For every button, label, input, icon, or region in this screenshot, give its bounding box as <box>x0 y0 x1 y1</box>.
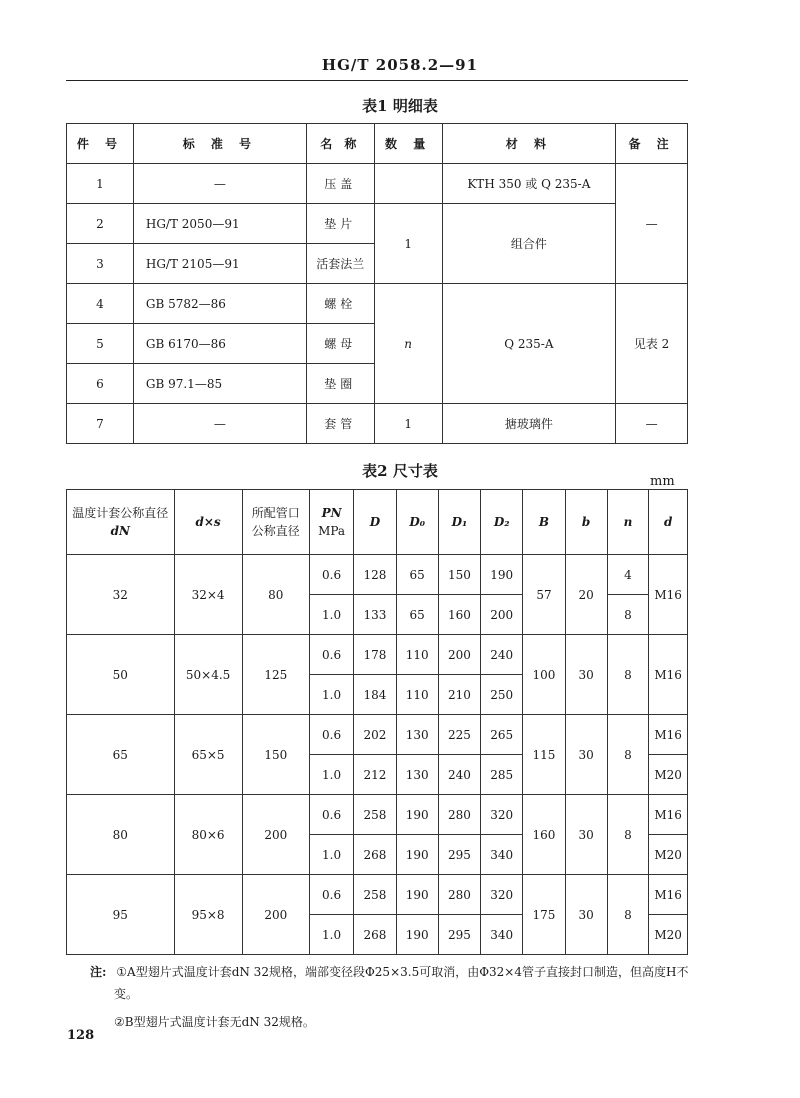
header-pipe <box>242 490 309 555</box>
D0-value: 110 <box>396 635 438 675</box>
header-D: D <box>354 490 396 555</box>
part-no: 1 <box>67 164 134 204</box>
D0-value: 65 <box>396 555 438 595</box>
table-row <box>67 204 688 244</box>
part-no: 5 <box>67 324 134 364</box>
D0-value: 65 <box>396 595 438 635</box>
b-value: 30 <box>565 875 607 955</box>
table1-header: 件 号 <box>67 124 134 164</box>
table1-header: 名 称 <box>306 124 374 164</box>
header-dn <box>67 490 175 555</box>
unit-label: mm <box>650 474 675 489</box>
dimension-table <box>66 489 688 955</box>
header-D0: D₀ <box>396 490 438 555</box>
part-no: 7 <box>67 404 134 444</box>
note-1 <box>90 961 700 983</box>
D2-value: 200 <box>481 595 523 635</box>
header-pn-symbol: PN <box>321 506 342 520</box>
dxs-value: 32×4 <box>174 555 242 635</box>
D1-value: 200 <box>438 635 480 675</box>
header-pipe-line1: 所配管口 <box>251 506 300 520</box>
D-value: 212 <box>354 755 396 795</box>
pn-value: 0.6 <box>309 715 353 755</box>
pipe-value: 200 <box>242 875 309 955</box>
n-value: 8 <box>607 595 649 635</box>
dn-value: 32 <box>67 555 175 635</box>
d-value: M16 <box>649 555 688 635</box>
D1-value: 240 <box>438 755 480 795</box>
table-row <box>67 404 688 444</box>
dn-value: 50 <box>67 635 175 715</box>
n-value: 8 <box>607 715 649 795</box>
header-D2: D₂ <box>481 490 523 555</box>
header-B: B <box>523 490 565 555</box>
D0-value: 190 <box>396 835 438 875</box>
part-name: 压盖 <box>306 164 374 204</box>
standard-no: HG/T 2050—91 <box>133 204 306 244</box>
table-row <box>67 164 688 204</box>
part-name: 活套法兰 <box>306 244 374 284</box>
header-b: b <box>565 490 607 555</box>
D-value: 178 <box>354 635 396 675</box>
material: 组合件 <box>442 204 616 284</box>
b-value: 20 <box>565 555 607 635</box>
n-value: 4 <box>607 555 649 595</box>
table-row <box>67 284 688 324</box>
quantity: 1 <box>374 404 442 444</box>
D1-value: 280 <box>438 795 480 835</box>
pipe-value: 125 <box>242 635 309 715</box>
remark: — <box>616 404 688 444</box>
D1-value: 295 <box>438 835 480 875</box>
D1-value: 280 <box>438 875 480 915</box>
D-value: 133 <box>354 595 396 635</box>
dn-value: 65 <box>67 715 175 795</box>
D1-value: 295 <box>438 915 480 955</box>
header-dn-symbol: dN <box>110 524 130 538</box>
d-value: M20 <box>649 755 688 795</box>
D1-value: 225 <box>438 715 480 755</box>
standard-code-header: HG/T 2058.2—91 <box>321 56 479 74</box>
D-value: 184 <box>354 675 396 715</box>
pipe-value: 150 <box>242 715 309 795</box>
D1-value: 160 <box>438 595 480 635</box>
quantity: n <box>374 284 442 404</box>
header-pn-unit: MPa <box>318 524 346 538</box>
header-dn-text: 温度计套公称直径 <box>72 506 169 520</box>
parts-list-table <box>66 123 688 444</box>
part-no: 6 <box>67 364 134 404</box>
header-pipe-line2: 公称直径 <box>251 524 300 538</box>
header-d: d <box>649 490 688 555</box>
part-no: 4 <box>67 284 134 324</box>
material: KTH 350 或 Q 235-A <box>442 164 616 204</box>
table1-header: 标 准 号 <box>133 124 306 164</box>
standard-no: GB 97.1—85 <box>133 364 306 404</box>
pn-value: 1.0 <box>309 675 353 715</box>
part-name: 套管 <box>306 404 374 444</box>
part-no: 2 <box>67 204 134 244</box>
header-n: n <box>607 490 649 555</box>
quantity: 1 <box>374 204 442 284</box>
pn-value: 1.0 <box>309 755 353 795</box>
b-value: 30 <box>565 715 607 795</box>
d-value: M16 <box>649 715 688 755</box>
material: 搪玻璃件 <box>442 404 616 444</box>
table1-header: 备 注 <box>616 124 688 164</box>
b-value: 30 <box>565 635 607 715</box>
D2-value: 265 <box>481 715 523 755</box>
D0-value: 110 <box>396 675 438 715</box>
D0-value: 190 <box>396 795 438 835</box>
B-value: 115 <box>523 715 565 795</box>
page-number: 128 <box>67 1028 95 1043</box>
note-2-text: ②B型翅片式温度计套无dN 32规格。 <box>114 1015 315 1029</box>
D-value: 258 <box>354 795 396 835</box>
table2-caption: 表2 尺寸表 <box>362 462 438 480</box>
part-name: 垫片 <box>306 204 374 244</box>
table1-caption: 表1 明细表 <box>362 97 438 115</box>
notes-label: 注: <box>90 965 107 979</box>
D2-value: 250 <box>481 675 523 715</box>
table-row <box>67 715 688 755</box>
dxs-value: 80×6 <box>174 795 242 875</box>
d-value: M16 <box>649 795 688 835</box>
standard-no: — <box>133 164 306 204</box>
standard-no: HG/T 2105—91 <box>133 244 306 284</box>
B-value: 175 <box>523 875 565 955</box>
D-value: 268 <box>354 915 396 955</box>
pn-value: 0.6 <box>309 795 353 835</box>
B-value: 57 <box>523 555 565 635</box>
part-name: 螺母 <box>306 324 374 364</box>
header-rule <box>66 80 688 81</box>
note-1-continuation: 变。 <box>114 987 139 1001</box>
B-value: 160 <box>523 795 565 875</box>
d-value: M16 <box>649 875 688 915</box>
D0-value: 190 <box>396 875 438 915</box>
d-value: M20 <box>649 835 688 875</box>
standard-no: GB 6170—86 <box>133 324 306 364</box>
table-row <box>67 555 688 595</box>
pn-value: 0.6 <box>309 875 353 915</box>
D-value: 202 <box>354 715 396 755</box>
D0-value: 190 <box>396 915 438 955</box>
part-no: 3 <box>67 244 134 284</box>
dxs-value: 50×4.5 <box>174 635 242 715</box>
remark: — <box>616 164 688 284</box>
standard-no: — <box>133 404 306 444</box>
D0-value: 130 <box>396 755 438 795</box>
table-row <box>67 635 688 675</box>
header-D1: D₁ <box>438 490 480 555</box>
n-value: 8 <box>607 875 649 955</box>
quantity <box>374 164 442 204</box>
pipe-value: 200 <box>242 795 309 875</box>
d-value: M20 <box>649 915 688 955</box>
D-value: 128 <box>354 555 396 595</box>
D2-value: 190 <box>481 555 523 595</box>
D2-value: 340 <box>481 915 523 955</box>
D-value: 258 <box>354 875 396 915</box>
part-name: 垫圈 <box>306 364 374 404</box>
B-value: 100 <box>523 635 565 715</box>
table-row <box>67 875 688 915</box>
table-row <box>67 795 688 835</box>
dxs-value: 65×5 <box>174 715 242 795</box>
D0-value: 130 <box>396 715 438 755</box>
pipe-value: 80 <box>242 555 309 635</box>
standard-no: GB 5782—86 <box>133 284 306 324</box>
table2-header-row <box>67 490 688 555</box>
dxs-value: 95×8 <box>174 875 242 955</box>
D2-value: 340 <box>481 835 523 875</box>
table1-header: 数 量 <box>374 124 442 164</box>
pn-value: 0.6 <box>309 635 353 675</box>
header-pn <box>309 490 353 555</box>
note-1-text: ①A型翅片式温度计套dN 32规格，端部变径段Φ25×3.5可取消，由Φ32×4管子直接封口制造，但高度H不 <box>116 965 689 979</box>
D1-value: 210 <box>438 675 480 715</box>
pn-value: 1.0 <box>309 595 353 635</box>
D2-value: 240 <box>481 635 523 675</box>
n-value: 8 <box>607 795 649 875</box>
pn-value: 1.0 <box>309 835 353 875</box>
table1-header-row <box>67 124 688 164</box>
header-dxs: d×s <box>174 490 242 555</box>
remark: 见表 2 <box>616 284 688 404</box>
pn-value: 0.6 <box>309 555 353 595</box>
notes-section <box>90 961 700 1033</box>
material: Q 235-A <box>442 284 616 404</box>
pn-value: 1.0 <box>309 915 353 955</box>
D1-value: 150 <box>438 555 480 595</box>
part-name: 螺栓 <box>306 284 374 324</box>
D2-value: 320 <box>481 875 523 915</box>
D-value: 268 <box>354 835 396 875</box>
dn-value: 80 <box>67 795 175 875</box>
d-value: M16 <box>649 635 688 715</box>
table1-header: 材 料 <box>442 124 616 164</box>
n-value: 8 <box>607 635 649 715</box>
D2-value: 285 <box>481 755 523 795</box>
D2-value: 320 <box>481 795 523 835</box>
b-value: 30 <box>565 795 607 875</box>
dn-value: 95 <box>67 875 175 955</box>
